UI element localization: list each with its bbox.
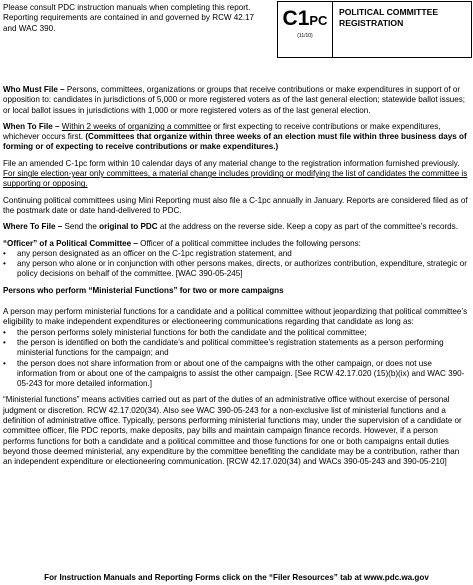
who-must-file-text: Persons, committees, organizations or groups that receive contributions or make expenditures in support of or opposition to: candidates in jurisdictions of 5,000 or more registered voters as of the last general election; statewide ballot issues; or local ballot issues in jurisdictions with 1,000 or more registered voters as of the last general election. [3,85,466,115]
officer-label: “Officer” of a Political Committee – [3,238,138,248]
intro-text: Please consult PDC instruction manuals when completing this report. Reporting requirements are contained in and governed by RCW 42.17 and WAC 390. [3,3,255,33]
when-to-file-text: or first expecting to receive contributions or make expenditures, whichever occurs first. [3,121,441,142]
ministerial-item: • the person does not share information from or about one of the campaigns with the other campaign, or does not use information from or about one of the campaigns to assist the other campaign. [See RCW 42.17.020 (15)(b)(ix) and WAC 390-05-243 for more detailed information.] [3,359,469,390]
amended-note: For single election-year only committees, a material change includes providing or modifying the list of candidates the committee is supporting or opposing. [3,169,468,189]
form-code-sub: PC [309,13,328,28]
where-to-file-original: original to PDC [99,222,158,232]
form-title: POLITICAL COMMITTEE REGISTRATION [339,7,439,28]
ministerial-definition: “Ministerial functions” means activities carried out as part of the duties of an administrative office without exercise of personal judgment or discretion. RCW 42.17.020(34). Also see WAC 390-05-243 for a non-exclusive list of ministerial functions and a definition of administrative office. Typically, persons performing ministerial functions may, under the supervision of a candidate or committee officer, file PDC reports, make deposits, pay bills and maintain campaign finance records. However, if a person performs functions for both a candidate and a political committee and those functions for one or both campaigns entail duties beyond those deemed ministerial, any expenditure by the committee benefiting the candidate may be a contribution, rather than an independent expenditure or electioneering communication. [RCW 42.17.020(34) and WACs 390-05-243 and 390-05-210] [3,395,462,467]
instructions-body [3,85,469,474]
officer-definition [3,239,469,249]
amended-text: File an amended C-1pc form within 10 calendar days of any material change to the registration information furnished previously. [3,158,460,168]
officer-item: • any person designated as an officer on the C-1pc registration statement, and [3,249,469,259]
where-to-file [3,222,469,232]
where-to-file-text-b: at the address on the reverse side. Keep a copy as part of the committee’s records. [157,222,458,232]
where-to-file-label: Where To File – [3,222,63,232]
ministerial-item: • the person performs solely ministerial functions for both the candidate and the political committee; [3,328,469,338]
when-to-file [3,122,469,153]
ministerial-item: • the person is identified on both the candidate’s and political committee’s registration statements as a person performing ministerial functions for the campaign; and [3,338,469,359]
footer-resources: For Instruction Manuals and Reporting Forms click on the “Filer Resources” tab at www.pdc.wa.gov [44,573,429,582]
when-to-file-deadline: Within 2 weeks of organizing a committee [61,121,212,131]
who-must-file [3,85,469,116]
who-must-file-label: Who Must File – [3,85,65,94]
form-code [278,2,333,57]
when-to-file-note: (Committees that organize within three weeks of an election must file within three business days of forming or of expecting to receive contributions or make expenditures.) [3,132,467,152]
officer-text: Officer of a political committee includes the following persons: [137,238,361,248]
form-revision: (11/10) [297,33,313,39]
ministerial-list [3,328,469,390]
officer-list [3,249,469,280]
ministerial-heading: Persons who perform “Ministerial Functions” for two or more campaigns [3,285,284,295]
officer-item: • any person who alone or in conjunction with other persons makes, directs, or authorizes contribution, expenditure, strategic or policy decisions on behalf of the committee. [WAC 390-05-245] [3,259,469,280]
ministerial-intro: A person may perform ministerial functions for a candidate and a political committee without jeopardizing that political committee’s eligibility to make independent expenditures or electioneering communications regarding that candidate as long as: [3,307,468,327]
form-code-main: C1 [282,7,310,30]
continuing-committees: Continuing political committees using Mini Reporting must also file a C-1pc annually in January. Reports are considered filed as of the postmark date or date hand-delivered to PDC. [3,195,468,215]
when-to-file-label: When To File – [3,121,60,131]
amended-filing [3,159,469,190]
form-id-box [277,1,472,58]
where-to-file-text-a: Send the [62,222,100,232]
